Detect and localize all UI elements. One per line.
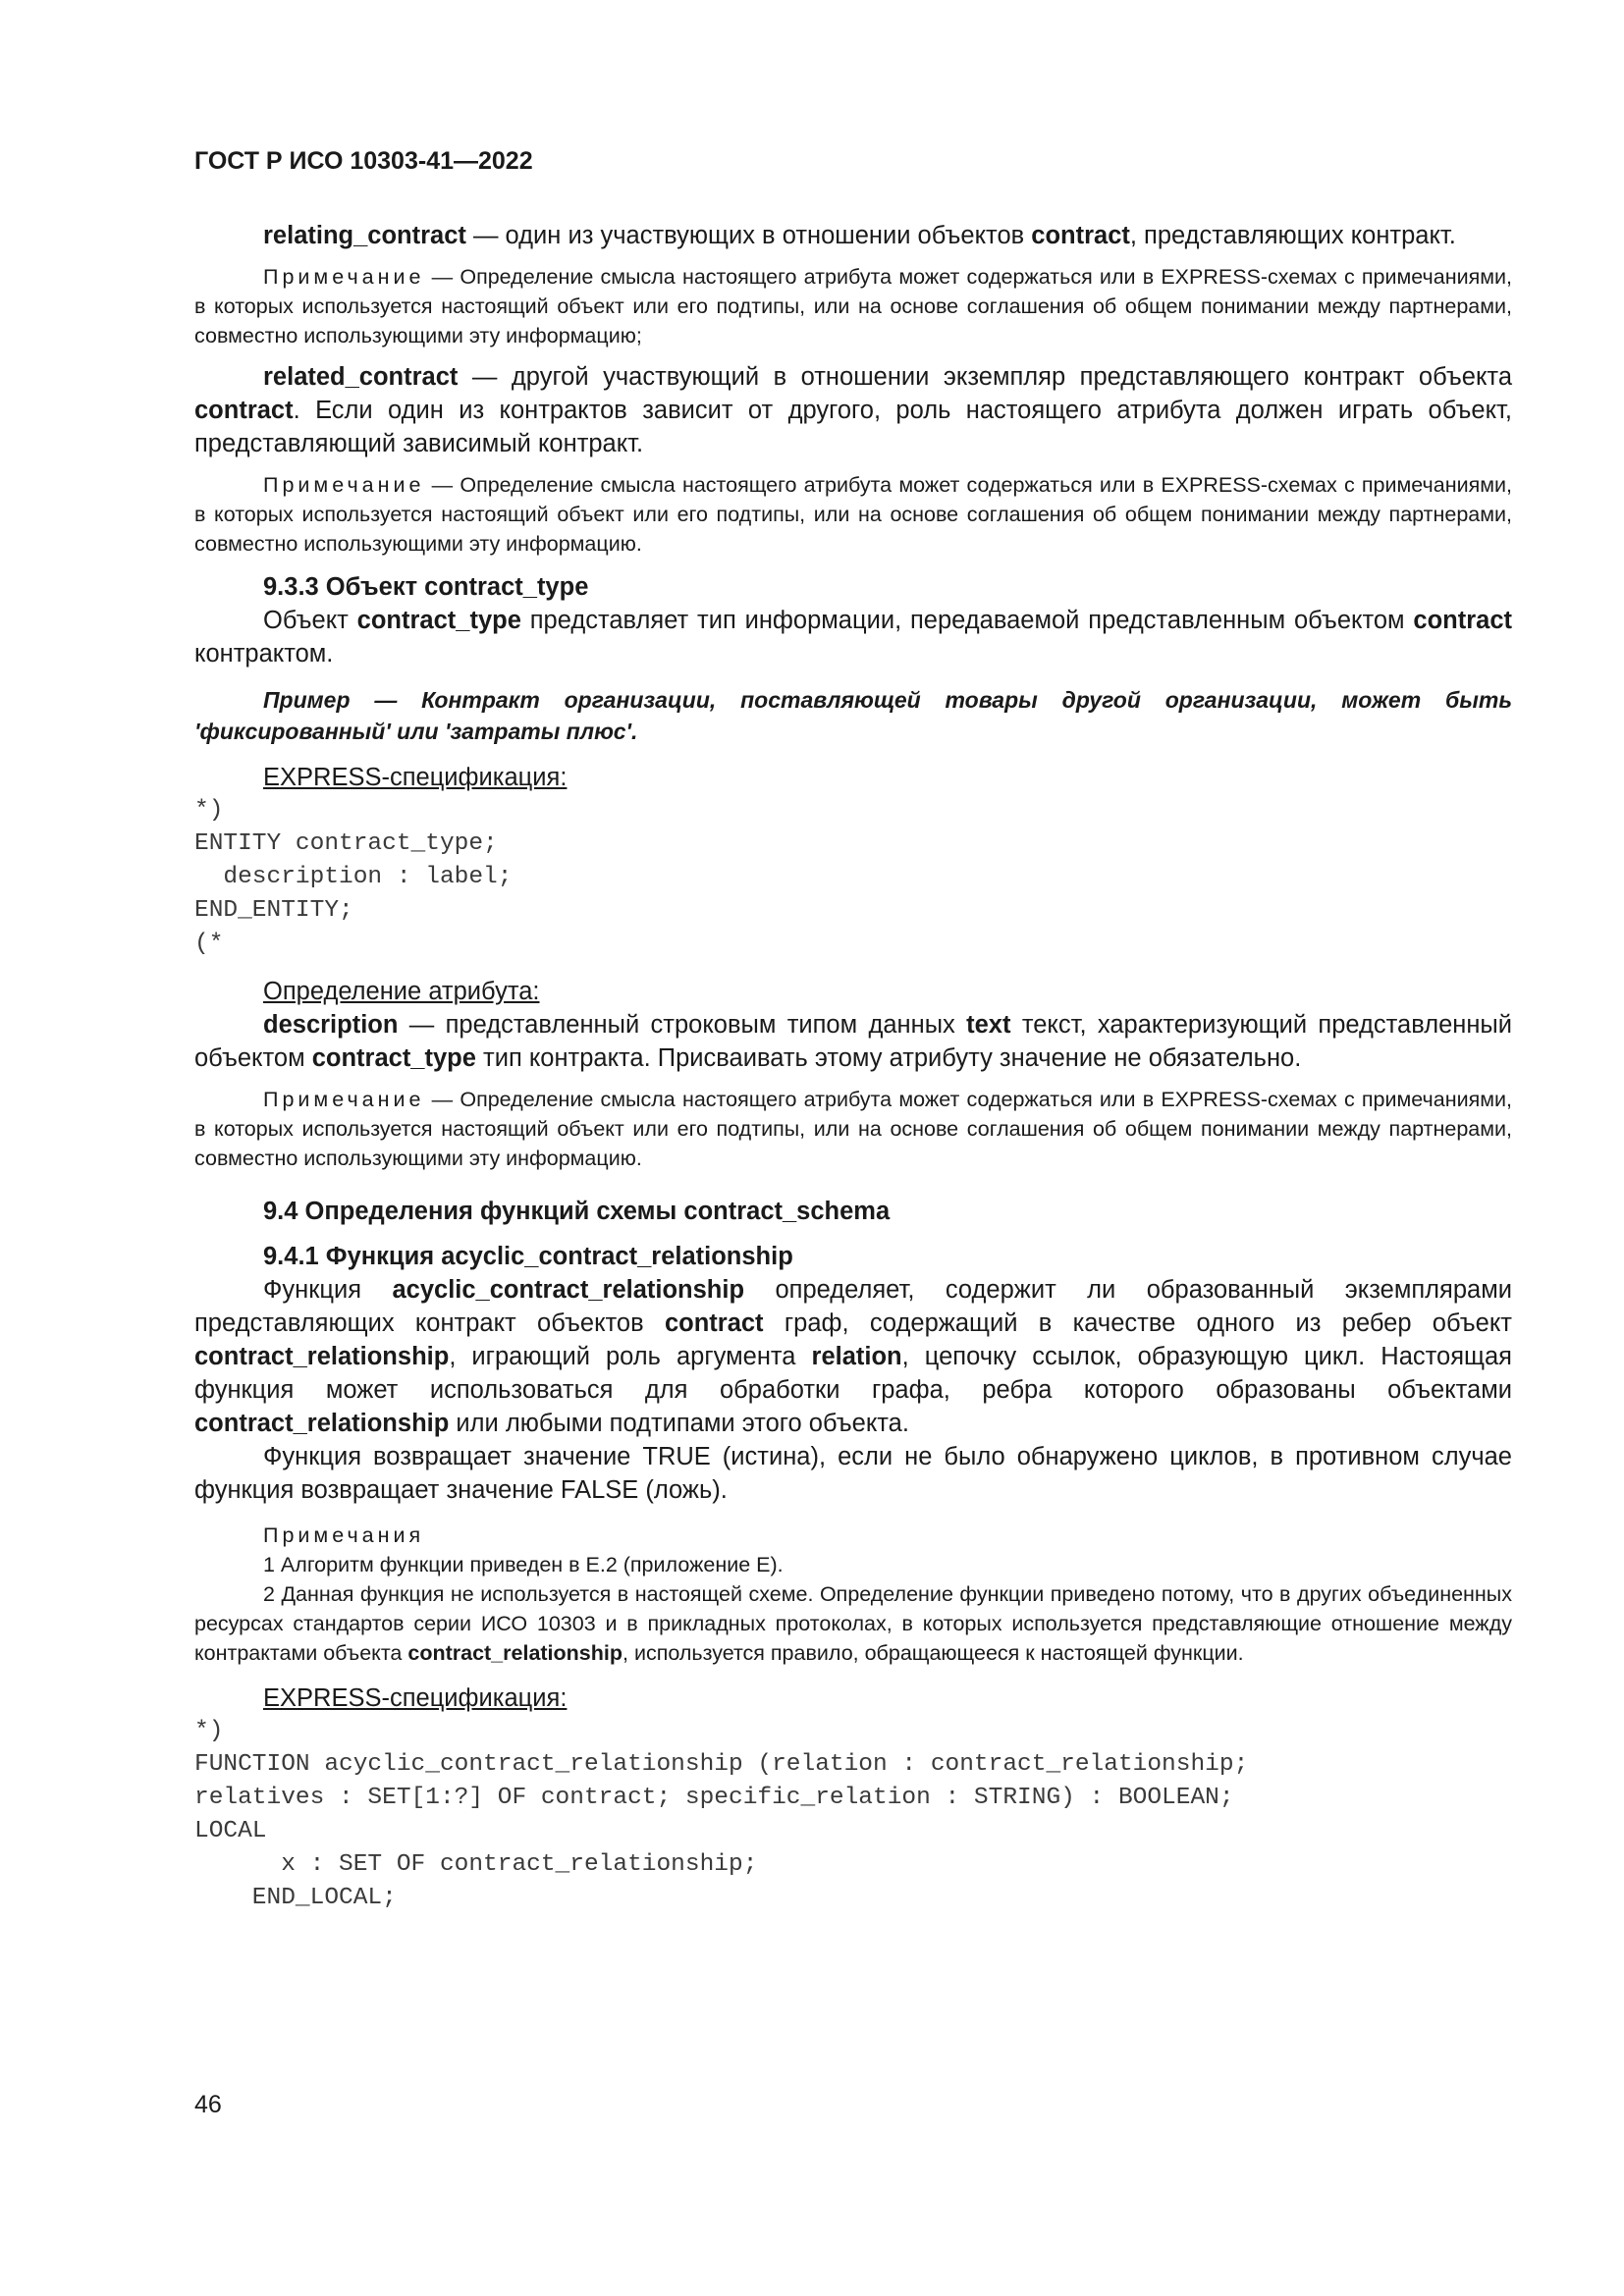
note-text: — Определение смысла настоящего атрибута может содержаться или в EXPRESS-схемах с примечаниями, в которых используется настоящий объект или его подтипы, или на основе соглашения об общем понимании между партнерами, совместно использующими эту информацию; bbox=[194, 265, 1512, 347]
section-heading-9-4: 9.4 Определения функций схемы contract_schema bbox=[263, 1198, 891, 1225]
paragraph: Функция возвращает значение TRUE (истина), если не было обнаружено циклов, в противном случае функция возвращает значение FALSE (ложь). bbox=[194, 1443, 1512, 1504]
text: . Если один из контрактов зависит от другого, роль настоящего атрибута должен играть объект, представляющий зависимый контракт. bbox=[194, 397, 1512, 457]
note-label: Примечание bbox=[263, 473, 425, 497]
paragraph bbox=[194, 1273, 1512, 1440]
term: contract_relationship bbox=[194, 1343, 450, 1370]
term: acyclic_contract_relationship bbox=[392, 1276, 745, 1304]
note-text: — Определение смысла настоящего атрибута может содержаться или в EXPRESS-схемах с примечаниями, в которых используется настоящий объект или его подтипы, или на основе соглашения об общем понимании между партнерами, совместно использующими эту информацию. bbox=[194, 1088, 1512, 1170]
document-header: ГОСТ Р ИСО 10303-41—2022 bbox=[194, 147, 533, 175]
page-number: 46 bbox=[194, 2091, 222, 2118]
notes-label-line bbox=[194, 1521, 1512, 1550]
text: — другой участвующий в отношении экземпляр представляющего контракт объекта bbox=[458, 363, 1512, 391]
section-heading-9-4-1: 9.4.1 Функция acyclic_contract_relationship bbox=[263, 1243, 793, 1270]
term: description bbox=[263, 1011, 399, 1039]
note bbox=[194, 470, 1512, 559]
document-page bbox=[194, 147, 1512, 1915]
note-label: Примечание bbox=[263, 1088, 425, 1111]
notes-label: Примечания bbox=[263, 1523, 425, 1547]
related-contract-definition bbox=[194, 360, 1512, 460]
text: граф, содержащий в качестве одного из ребер объект bbox=[763, 1309, 1512, 1337]
text: тип контракта. Присваивать этому атрибуту значение не обязательно. bbox=[475, 1044, 1302, 1072]
note-text: — Определение смысла настоящего атрибута может содержаться или в EXPRESS-схемах с примечаниями, в которых используется настоящий объект или его подтипы, или на основе соглашения об общем понимании между партнерами, совместно использующими эту информацию. bbox=[194, 473, 1512, 556]
text: текст, характеризующий представленный объектом bbox=[194, 1011, 1512, 1072]
description-definition bbox=[194, 1008, 1512, 1075]
term: relation bbox=[811, 1343, 902, 1370]
note bbox=[194, 262, 1512, 350]
term: relating_contract bbox=[263, 222, 466, 249]
term: contract_relationship bbox=[194, 1410, 450, 1437]
term: contract bbox=[664, 1309, 764, 1337]
express-spec-label: EXPRESS-спецификация: bbox=[263, 1684, 568, 1712]
term: related_contract bbox=[263, 363, 459, 391]
text: 2 Данная функция не используется в настоящей схеме. Определение функции приведено потому, что в других объединенных ресурсах стандартов серии ИСО 10303 и в прикладных протоколах, в которых используется представляющие отношение между контрактами объекта bbox=[194, 1582, 1512, 1665]
text: Объект bbox=[263, 607, 357, 634]
text: контрактом. bbox=[194, 640, 334, 667]
note-item-1: 1 Алгоритм функции приведен в E.2 (приложение E). bbox=[263, 1553, 784, 1576]
section-heading-9-3-3: 9.3.3 Объект contract_type bbox=[263, 573, 589, 601]
text: , используется правило, обращающееся к настоящей функции. bbox=[623, 1641, 1244, 1665]
attribute-definition-label: Определение атрибута: bbox=[263, 978, 540, 1005]
term: contract bbox=[1031, 222, 1130, 249]
express-spec-label: EXPRESS-спецификация: bbox=[263, 764, 568, 791]
term: text bbox=[966, 1011, 1011, 1039]
text: , представляющих контракт. bbox=[1129, 222, 1456, 249]
text: — представленный строковым типом данных bbox=[398, 1011, 967, 1039]
text: или любыми подтипами этого объекта. bbox=[449, 1410, 909, 1437]
text: , играющий роль аргумента bbox=[449, 1343, 812, 1370]
text: определяет, содержит ли образованный экземплярами представляющих контракт объектов bbox=[194, 1276, 1512, 1337]
term: contract_type bbox=[311, 1044, 476, 1072]
express-code-block: *) FUNCTION acyclic_contract_relationship (relation : contract_relationship; relatives : SET[1:?] OF contract; specific_relation : STRING) : BOOLEAN; LOCAL x : SET OF contract_relationship; END_LOCAL; bbox=[194, 1718, 1249, 1911]
note-label: Примечание bbox=[263, 265, 425, 289]
term: contract bbox=[194, 397, 294, 424]
term: contract bbox=[1413, 607, 1512, 634]
text: , цепочку ссылок, образующую цикл. Настоящая функция может использоваться для обработки графа, ребра которого образованы объектами bbox=[194, 1343, 1512, 1404]
example: Пример — Контракт организации, поставляющей товары другой организации, может быть 'фиксированный' или 'затраты плюс'. bbox=[194, 687, 1512, 744]
text: представляет тип информации, передаваемой представленным объектом bbox=[520, 607, 1414, 634]
note bbox=[194, 1085, 1512, 1173]
text: Функция bbox=[263, 1276, 393, 1304]
note-item-2 bbox=[194, 1579, 1512, 1668]
term: contract_type bbox=[356, 607, 521, 634]
text: — один из участвующих в отношении объектов bbox=[465, 222, 1032, 249]
relating-contract-definition bbox=[194, 219, 1512, 252]
paragraph bbox=[194, 604, 1512, 670]
express-code-block: *) ENTITY contract_type; description : label; END_ENTITY; (* bbox=[194, 797, 513, 957]
term: contract_relationship bbox=[407, 1641, 623, 1665]
